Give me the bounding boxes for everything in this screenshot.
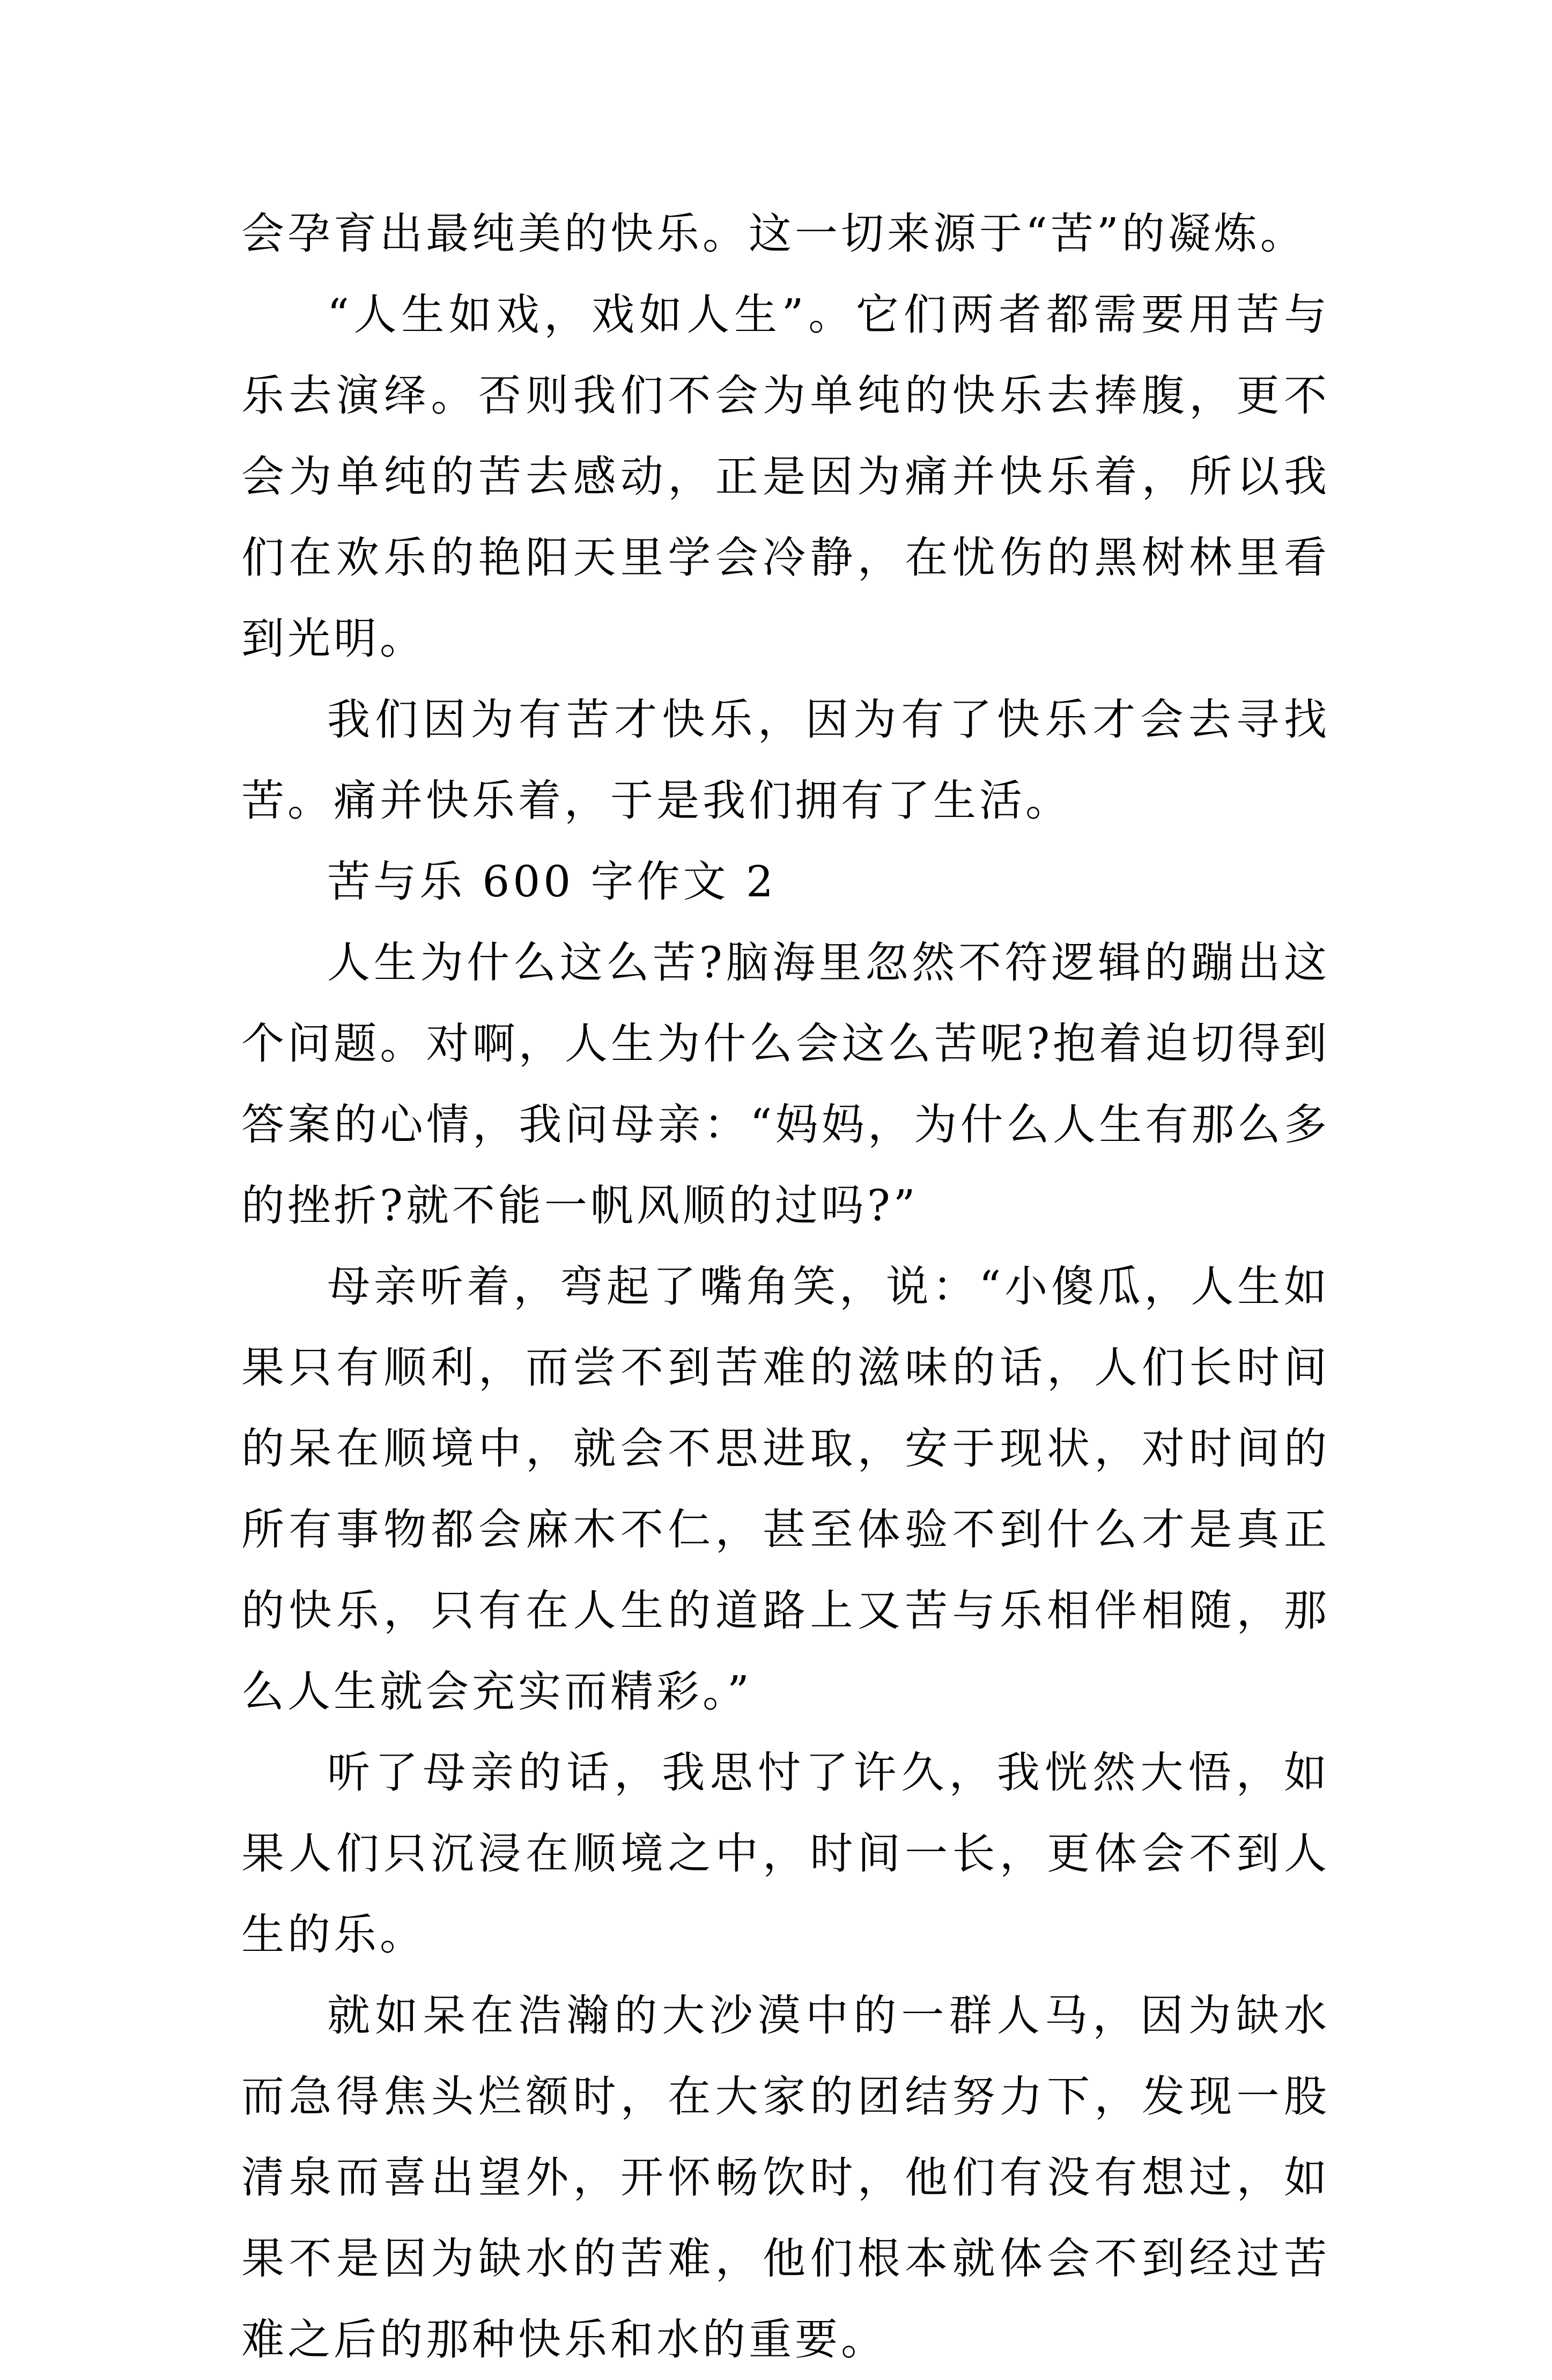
paragraph-7: 听了母亲的话，我思忖了许久，我恍然大悟，如果人们只沉浸在顺境之中，时间一长，更体会不到人生的乐。 xyxy=(241,1748,1330,1959)
paragraph-3: 我们因为有苦才快乐，因为有了快乐才会去寻找苦。痛并快乐着，于是我们拥有了生活。 xyxy=(241,695,1330,826)
document-body xyxy=(241,193,1330,2380)
paragraph-6: 母亲听着，弯起了嘴角笑，说：“小傻瓜，人生如果只有顺利，而尝不到苦难的滋味的话，人们长时间的呆在顺境中，就会不思进取，安于现状，对时间的所有事物都会麻木不仁，甚至体验不到什么才是真正的快乐，只有在人生的道路上又苦与乐相伴相随，那么人生就会充实而精彩。” xyxy=(241,1262,1330,1716)
paragraph-2: “人生如戏，戏如人生”。它们两者都需要用苦与乐去演绎。否则我们不会为单纯的快乐去捧腹，更不会为单纯的苦去感动，正是因为痛并快乐着，所以我们在欢乐的艳阳天里学会冷静，在忧伤的黑树林里看到光明。 xyxy=(241,290,1330,664)
paragraph-8: 就如呆在浩瀚的大沙漠中的一群人马，因为缺水而急得焦头烂额时，在大家的团结努力下，发现一股清泉而喜出望外，开怀畅饮时，他们有没有想过，如果不是因为缺水的苦难，他们根本就体会不到经过苦难之后的那种快乐和水的重要。 xyxy=(241,1991,1330,2364)
paragraph-5: 人生为什么这么苦?脑海里忽然不符逻辑的蹦出这个问题。对啊，人生为什么会这么苦呢?抱着迫切得到答案的心情，我问母亲：“妈妈，为什么人生有那么多的挫折?就不能一帆风顺的过吗?” xyxy=(241,938,1330,1230)
section-heading: 苦与乐 600 字作文 2 xyxy=(327,857,777,907)
paragraph-1: 会孕育出最纯美的快乐。这一切来源于“苦”的凝炼。 xyxy=(241,209,1306,259)
